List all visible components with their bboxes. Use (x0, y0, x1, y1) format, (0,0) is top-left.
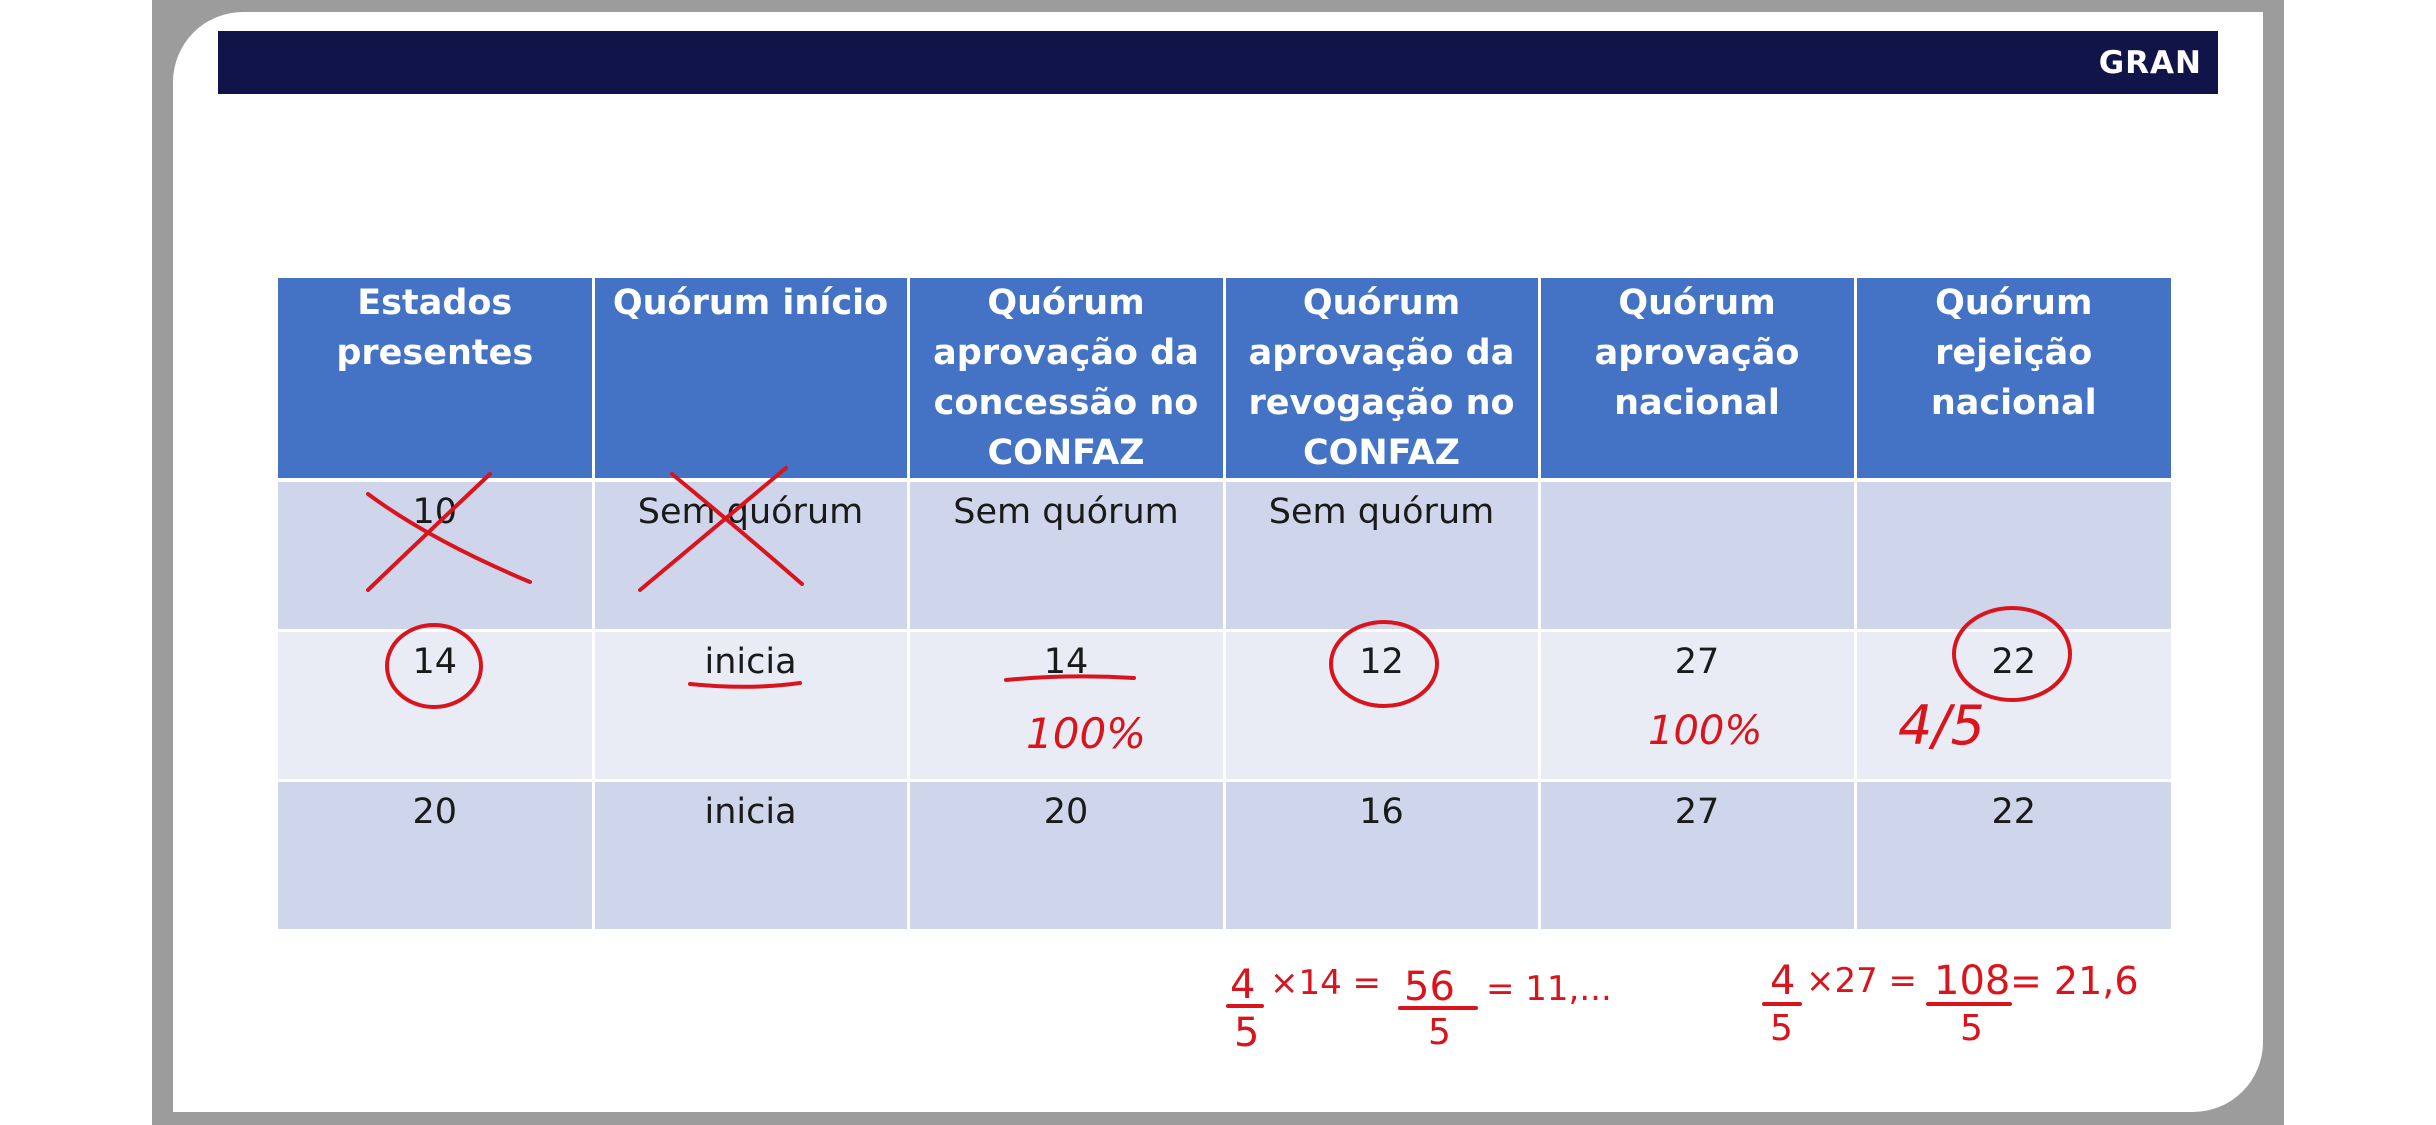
calc2-result-denominator: 5 (1960, 1008, 1983, 1049)
header-quorum-rejeicao-nacional: Quórum rejeição nacional (1855, 278, 2171, 480)
calc1-result: = 11,... (1486, 969, 1612, 1009)
calc2-result-numerator: 108 (1934, 958, 2011, 1004)
table-cell: 20 (278, 781, 593, 931)
table-cell (1855, 480, 2171, 631)
handwritten-percent: 100% (1648, 708, 1763, 754)
calc2-numerator: 4 (1770, 958, 1796, 1004)
gran-logo: GRAN (2098, 45, 2202, 81)
table-cell: inicia (593, 631, 908, 781)
header-quorum-aprovacao-revogacao: Quórum aprovação da revogação no CONFAZ (1224, 278, 1539, 480)
table-cell (1539, 480, 1855, 631)
table-cell: 20 (908, 781, 1224, 931)
calc1-denominator: 5 (1234, 1010, 1260, 1056)
calc2-multiply: ×27 = (1806, 961, 1918, 1001)
table-cell: 16 (1224, 781, 1539, 931)
calc2-denominator: 5 (1770, 1008, 1793, 1049)
table-header-row (278, 278, 2171, 480)
calc1-numerator: 4 (1230, 962, 1256, 1008)
quorum-table (278, 278, 2171, 932)
calc1-multiply: ×14 = (1270, 963, 1382, 1003)
header-quorum-aprovacao-concessao: Quórum aprovação da concessão no CONFAZ (908, 278, 1224, 480)
table-cell: Sem quórum (908, 480, 1224, 631)
table-cell: 14 (908, 631, 1224, 781)
calc1-result-denominator: 5 (1428, 1012, 1451, 1053)
table-cell: 14 (278, 631, 593, 781)
table-row (278, 781, 2171, 931)
table-row (278, 480, 2171, 631)
table-cell: 12 (1224, 631, 1539, 781)
handwritten-percent: 100% (1026, 709, 1147, 758)
header-estados-presentes: Estados presentes (278, 278, 593, 480)
calc1-result-numerator: 56 (1404, 964, 1455, 1010)
table-row (278, 631, 2171, 781)
table-cell: inicia (593, 781, 908, 931)
table-cell: Sem quórum (1224, 480, 1539, 631)
handwritten-fraction: 4/5 (1898, 694, 1985, 757)
table-cell: 10 (278, 480, 593, 631)
header-quorum-aprovacao-nacional: Quórum aprovação nacional (1539, 278, 1855, 480)
table-cell: 22 (1855, 631, 2171, 781)
table-cell: Sem quórum (593, 480, 908, 631)
table-cell: 27 (1539, 631, 1855, 781)
table-cell: 27 (1539, 781, 1855, 931)
slide-top-bar (218, 31, 2218, 94)
header-quorum-inicio: Quórum início (593, 278, 908, 480)
table-cell: 22 (1855, 781, 2171, 931)
calc2-result: = 21,6 (2010, 959, 2139, 1003)
